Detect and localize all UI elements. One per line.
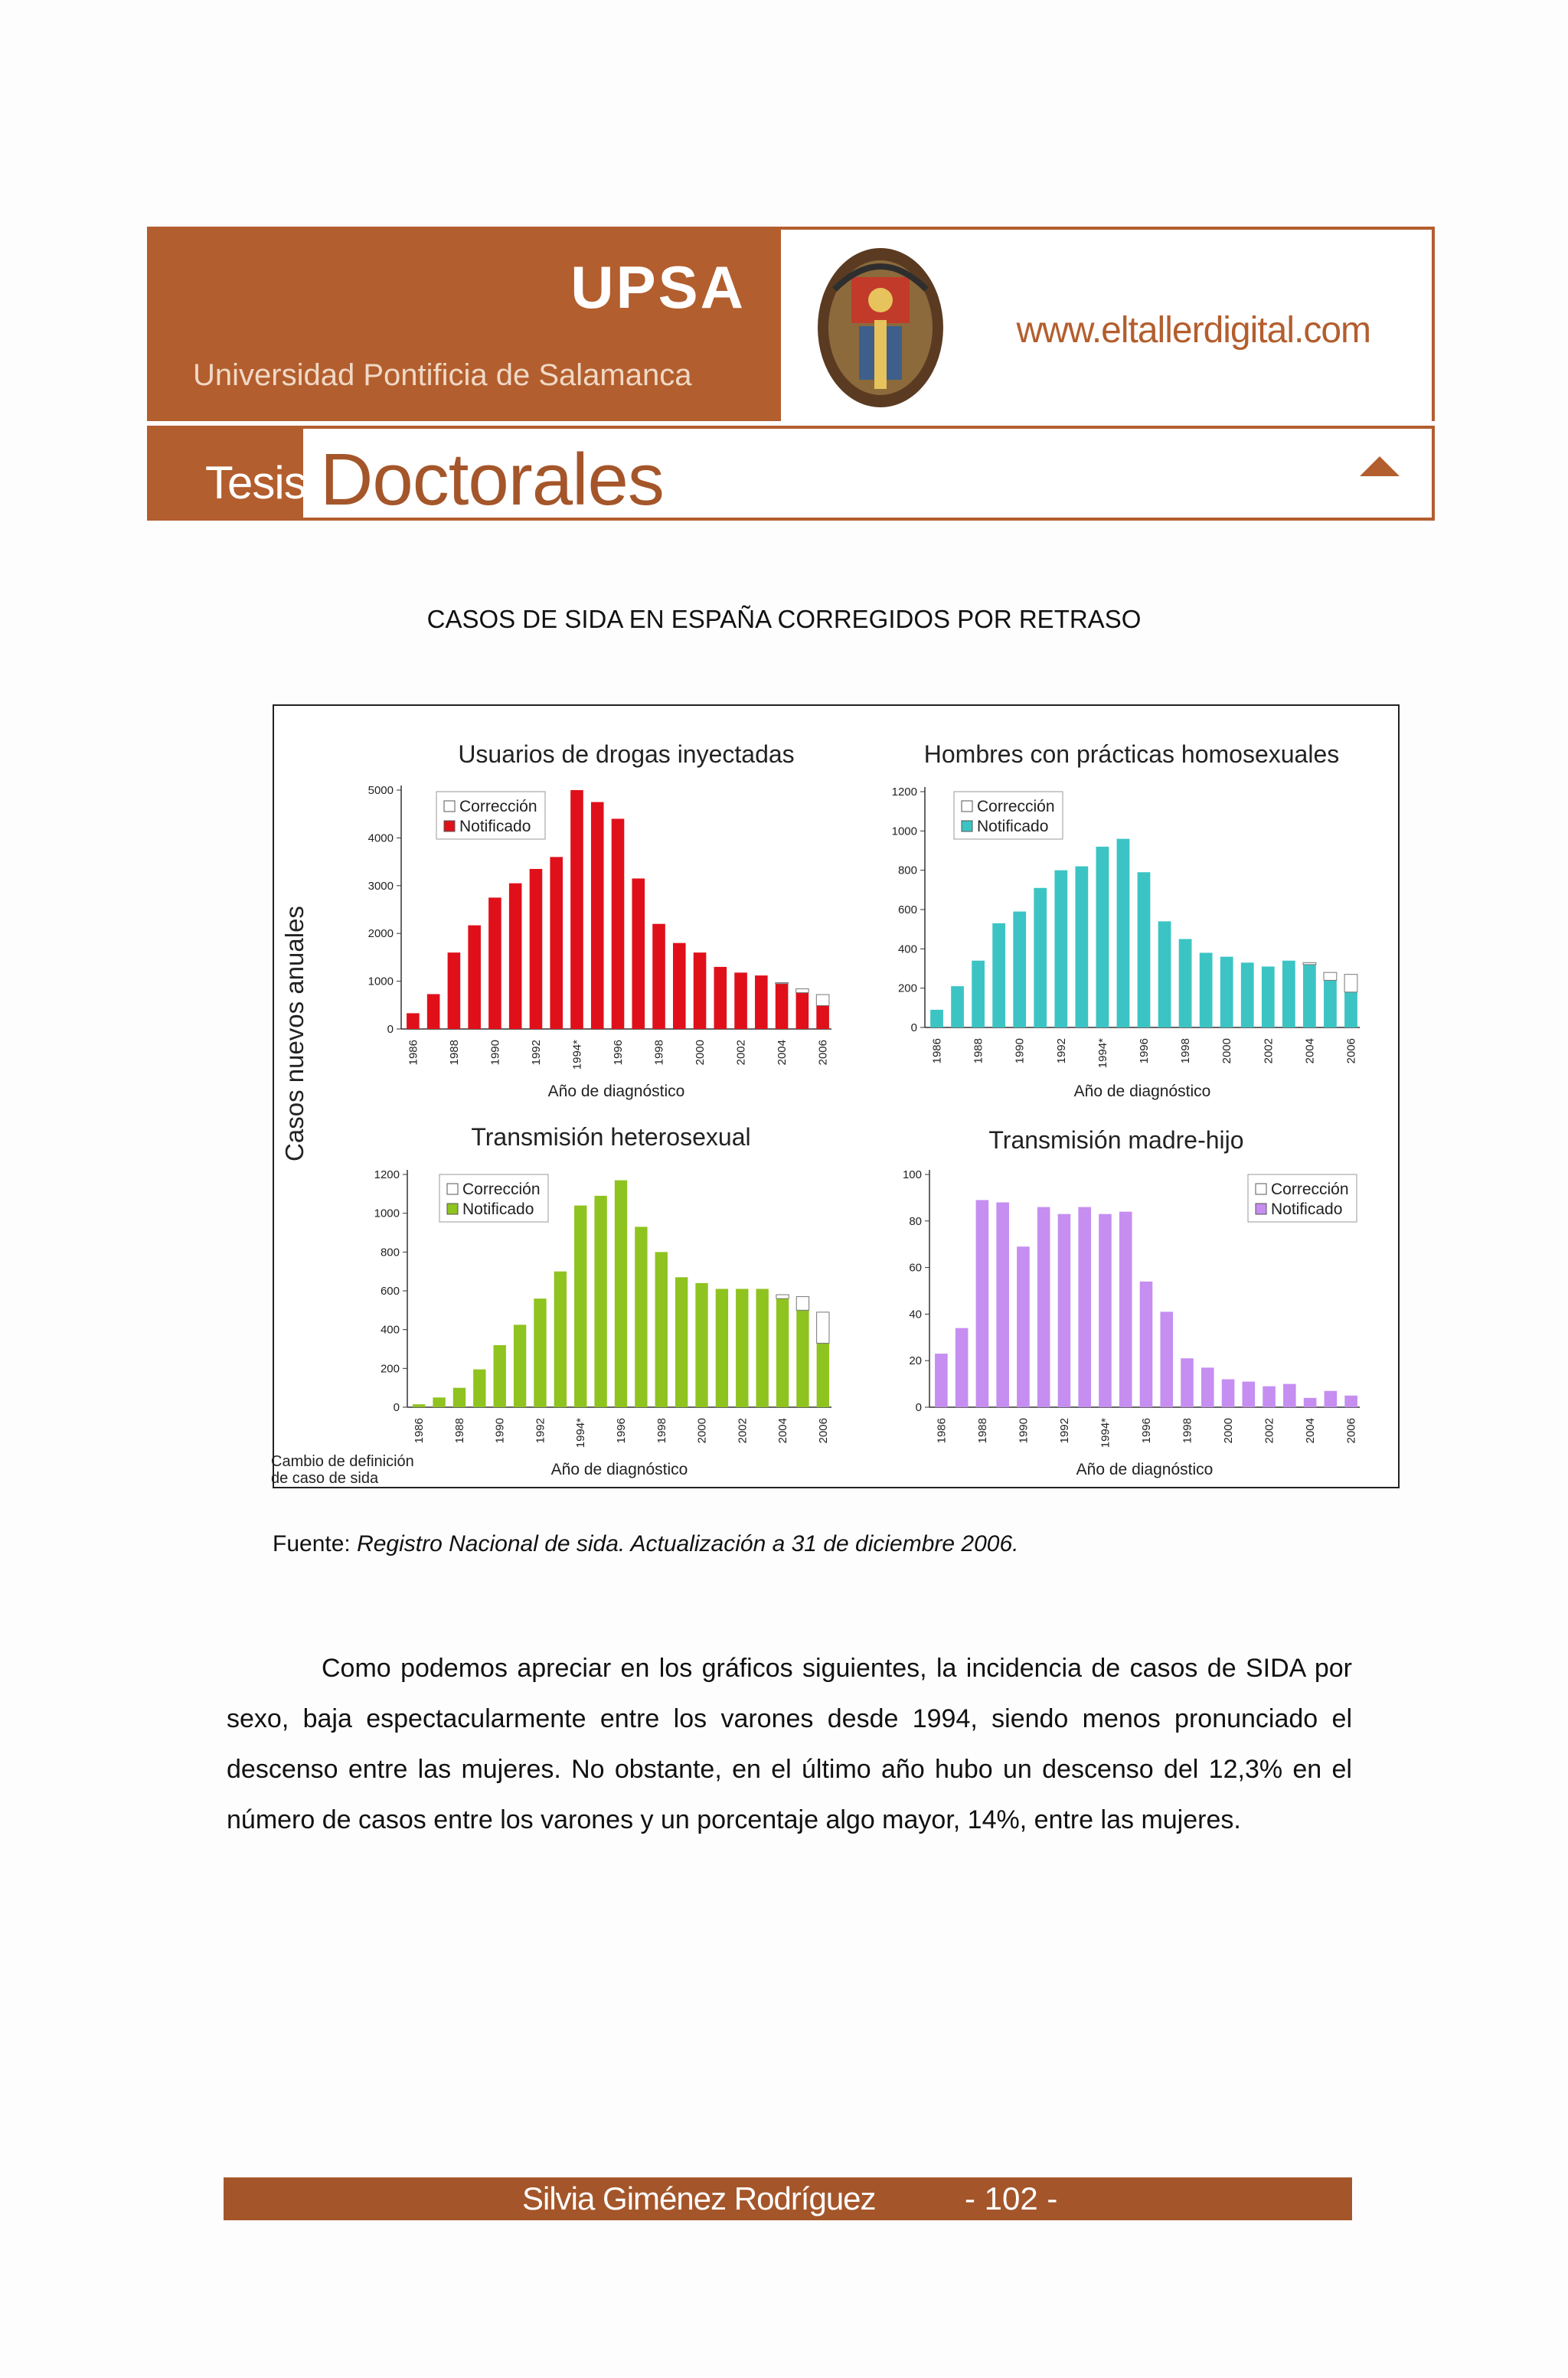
bar-correccion — [796, 1297, 808, 1311]
x-tick-label: 2006 — [1344, 1038, 1358, 1064]
x-tick-label: 1996 — [1140, 1418, 1153, 1444]
bar-correccion — [776, 982, 789, 983]
bar-notificado — [407, 1013, 420, 1029]
legend-swatch-notificado — [447, 1204, 458, 1214]
legend-swatch-correccion — [444, 801, 455, 812]
y-tick-label: 1000 — [374, 1207, 400, 1220]
bar-correccion — [776, 1295, 789, 1298]
bar-notificado — [473, 1370, 485, 1407]
bar-notificado — [1158, 921, 1171, 1027]
x-tick-label: 2002 — [734, 1040, 748, 1066]
y-tick-label: 600 — [897, 903, 917, 916]
legend-label-notificado: Notificado — [977, 818, 1049, 835]
bar-notificado — [1140, 1282, 1153, 1407]
bar-notificado — [992, 923, 1005, 1027]
bar-correccion — [1344, 975, 1357, 992]
chart-title: Usuarios de drogas inyectadas — [458, 740, 795, 768]
x-tick-label: 1988 — [972, 1038, 985, 1064]
legend-label-correccion: Corrección — [459, 798, 537, 815]
bar-notificado — [1017, 1246, 1030, 1407]
x-tick-label: 1986 — [413, 1418, 426, 1444]
bar-notificado — [1117, 839, 1130, 1027]
bar-notificado — [1283, 1384, 1296, 1407]
doctorales-label: Doctorales — [320, 439, 664, 521]
y-tick-label: 0 — [387, 1023, 394, 1036]
tesis-label: Tesis — [205, 457, 306, 508]
bar-notificado — [716, 1289, 728, 1407]
chart-title: Transmisión madre-hijo — [988, 1126, 1244, 1154]
y-tick-label: 1000 — [368, 975, 394, 988]
legend-swatch-notificado — [444, 821, 455, 831]
figure-source — [273, 1531, 1018, 1557]
chart-legend — [436, 792, 545, 839]
x-tick-label: 2006 — [1344, 1418, 1358, 1444]
x-tick-label: 2004 — [1304, 1418, 1318, 1444]
x-tick-label: 1988 — [975, 1418, 989, 1444]
bar-notificado — [652, 924, 665, 1029]
bar-notificado — [1119, 1212, 1132, 1407]
legend-swatch-correccion — [447, 1184, 458, 1194]
x-tick-label: 1994* — [1096, 1038, 1109, 1069]
bar-correccion — [817, 1312, 829, 1344]
bar-notificado — [1344, 1396, 1357, 1407]
x-tick-label: 2000 — [1220, 1038, 1234, 1064]
x-tick-label: 2006 — [816, 1418, 830, 1444]
banner-title-bar — [147, 426, 1435, 521]
bar-notificado — [734, 972, 747, 1029]
source-text: Registro Nacional de sida. Actualización a 31 de diciembre 2006. — [357, 1531, 1019, 1556]
bar-correccion — [1303, 962, 1316, 965]
x-tick-label: 1986 — [935, 1418, 949, 1444]
x-tick-label: 2004 — [1303, 1038, 1317, 1064]
bar-notificado — [714, 967, 727, 1029]
bar-notificado — [736, 1289, 748, 1407]
bar-notificado — [1222, 1380, 1235, 1407]
y-tick-label: 100 — [902, 1168, 922, 1181]
bar-notificado — [550, 857, 563, 1029]
y-tick-label: 5000 — [368, 784, 394, 797]
legend-label-correccion: Corrección — [462, 1181, 541, 1198]
bar-notificado — [996, 1202, 1009, 1407]
bar-notificado — [612, 818, 625, 1029]
y-tick-label: 80 — [909, 1214, 922, 1228]
bar-notificado — [976, 1200, 989, 1407]
bar-notificado — [1013, 912, 1026, 1027]
x-tick-label: 1998 — [1179, 1038, 1193, 1064]
x-tick-label: 1986 — [930, 1038, 944, 1064]
y-tick-label: 4000 — [368, 831, 394, 845]
chart-title: Hombres con prácticas homosexuales — [923, 740, 1340, 768]
y-tick-label: 800 — [380, 1246, 400, 1259]
triangle-up-icon[interactable] — [1360, 456, 1400, 476]
x-tick-label: 1998 — [652, 1040, 666, 1066]
bar-notificado — [755, 975, 768, 1029]
bar-notificado — [694, 952, 707, 1029]
legend-swatch-notificado — [962, 821, 972, 831]
bar-notificado — [1200, 952, 1213, 1027]
charts-svg — [274, 706, 1398, 1487]
x-tick-label: 1992 — [1054, 1038, 1068, 1064]
header-banner — [147, 227, 1435, 521]
chart-legend — [439, 1174, 548, 1222]
bar-notificado — [594, 1196, 606, 1407]
x-axis-label: Año de diagnóstico — [550, 1461, 688, 1478]
bar-notificado — [1282, 961, 1295, 1027]
bar-notificado — [433, 1397, 445, 1407]
y-axis-common-label: Casos nuevos anuales — [280, 906, 309, 1161]
x-axis-label: Año de diagnóstico — [547, 1083, 685, 1100]
bar-notificado — [655, 1252, 668, 1407]
bar-notificado — [817, 1343, 829, 1407]
x-tick-label: 1986 — [407, 1040, 420, 1066]
bar-notificado — [1034, 888, 1047, 1027]
y-tick-label: 400 — [897, 942, 917, 956]
x-tick-label: 1990 — [1017, 1418, 1031, 1444]
bar-notificado — [776, 984, 789, 1029]
x-tick-label: 1996 — [1138, 1038, 1151, 1064]
legend-label-notificado: Notificado — [462, 1200, 534, 1218]
x-tick-label: 1994* — [1099, 1418, 1112, 1449]
bar-notificado — [1243, 1382, 1256, 1407]
bar-notificado — [574, 1206, 586, 1407]
bar-notificado — [570, 790, 583, 1029]
y-tick-label: 200 — [380, 1362, 400, 1376]
legend-label-correccion: Corrección — [1271, 1181, 1349, 1198]
university-crest-icon — [812, 243, 949, 412]
bar-notificado — [1096, 847, 1109, 1027]
chart-legend — [1248, 1174, 1357, 1222]
legend-label-correccion: Corrección — [977, 798, 1055, 815]
bar-notificado — [1344, 992, 1357, 1027]
bar-notificado — [494, 1345, 506, 1407]
bar-notificado — [796, 993, 809, 1029]
x-tick-label: 2000 — [695, 1418, 709, 1444]
banner-brand-panel — [147, 227, 781, 421]
y-tick-label: 0 — [393, 1401, 400, 1414]
y-tick-label: 60 — [909, 1261, 922, 1275]
x-tick-label: 1988 — [447, 1040, 461, 1066]
bar-notificado — [1303, 965, 1316, 1027]
bar-notificado — [530, 869, 543, 1029]
bar-notificado — [635, 1227, 647, 1407]
chart-2 — [892, 740, 1360, 1100]
legend-label-notificado: Notificado — [459, 818, 531, 835]
y-tick-label: 800 — [897, 864, 917, 877]
page-number: - 102 - — [965, 2180, 1058, 2216]
bar-notificado — [1099, 1214, 1112, 1407]
bar-notificado — [1181, 1358, 1194, 1407]
bar-notificado — [796, 1310, 808, 1407]
x-axis-label: Año de diagnóstico — [1073, 1083, 1211, 1100]
bar-notificado — [1037, 1207, 1050, 1407]
bar-notificado — [756, 1289, 768, 1407]
bar-notificado — [1160, 1311, 1173, 1407]
footer-author: Silvia Giménez Rodríguez — [522, 2180, 876, 2216]
figure-panel — [273, 704, 1400, 1488]
y-tick-label: 1200 — [891, 786, 917, 799]
bar-correccion — [796, 989, 809, 993]
figure-title: CASOS DE SIDA EN ESPAÑA CORREGIDOS POR RETRASO — [426, 605, 1142, 633]
x-tick-label: 1992 — [534, 1418, 547, 1444]
bar-notificado — [1220, 957, 1233, 1027]
bar-notificado — [1304, 1398, 1317, 1407]
y-tick-label: 0 — [910, 1021, 917, 1034]
x-tick-label: 2002 — [1262, 1038, 1276, 1064]
bar-notificado — [816, 1005, 829, 1029]
tesis-box — [147, 426, 306, 521]
bar-notificado — [673, 943, 686, 1029]
bar-notificado — [413, 1404, 425, 1407]
bar-notificado — [1325, 1391, 1338, 1407]
bar-notificado — [509, 884, 522, 1029]
bar-correccion — [816, 995, 829, 1005]
bar-notificado — [1201, 1367, 1214, 1407]
x-tick-label: 1992 — [1057, 1418, 1071, 1444]
bar-notificado — [1078, 1207, 1091, 1407]
bar-notificado — [1263, 1387, 1276, 1407]
y-tick-label: 1200 — [374, 1168, 400, 1181]
x-tick-label: 2000 — [1222, 1418, 1236, 1444]
legend-swatch-correccion — [962, 801, 972, 812]
bar-notificado — [1179, 939, 1192, 1028]
bar-correccion — [1324, 972, 1337, 980]
y-tick-label: 0 — [915, 1401, 922, 1414]
x-tick-label: 1990 — [488, 1040, 502, 1066]
bar-notificado — [632, 878, 645, 1029]
bar-notificado — [534, 1298, 546, 1407]
page-footer — [224, 2177, 1352, 2220]
chart-4 — [903, 1126, 1360, 1478]
bar-notificado — [695, 1283, 707, 1407]
x-tick-label: 2002 — [1263, 1418, 1276, 1444]
bar-notificado — [1054, 871, 1067, 1027]
x-tick-label: 2002 — [736, 1418, 750, 1444]
bar-notificado — [972, 961, 985, 1027]
bar-notificado — [448, 952, 461, 1029]
x-tick-label: 2004 — [776, 1418, 790, 1444]
y-tick-label: 600 — [380, 1285, 400, 1298]
y-tick-label: 1000 — [891, 825, 917, 838]
x-tick-label: 1992 — [529, 1040, 543, 1066]
x-tick-label: 1998 — [655, 1418, 668, 1444]
bar-notificado — [514, 1325, 526, 1407]
bar-notificado — [956, 1328, 969, 1407]
bar-notificado — [1324, 980, 1337, 1027]
chart-1 — [368, 740, 831, 1100]
x-tick-label: 1996 — [612, 1040, 625, 1066]
x-tick-label: 1988 — [452, 1418, 466, 1444]
bar-notificado — [935, 1354, 948, 1407]
university-name: Universidad Pontificia de Salamanca — [193, 358, 692, 392]
y-tick-label: 200 — [897, 982, 917, 995]
bar-notificado — [1138, 872, 1151, 1027]
legend-swatch-notificado — [1256, 1204, 1266, 1214]
x-tick-label: 1990 — [493, 1418, 507, 1444]
definition-note: Cambio de definición de caso de sida — [271, 1453, 414, 1487]
bar-notificado — [615, 1181, 627, 1407]
bar-notificado — [554, 1272, 567, 1407]
y-tick-label: 40 — [909, 1308, 922, 1321]
banner-web-panel — [781, 227, 1435, 421]
bar-notificado — [1262, 966, 1275, 1027]
university-abbreviation: UPSA — [570, 253, 746, 321]
x-tick-label: 2000 — [694, 1040, 707, 1066]
chart-title: Transmisión heterosexual — [471, 1123, 751, 1151]
chart-3 — [374, 1123, 831, 1478]
bar-notificado — [1058, 1214, 1071, 1407]
bar-notificado — [468, 926, 481, 1029]
bar-notificado — [488, 897, 501, 1029]
x-tick-label: 1996 — [615, 1418, 628, 1444]
source-label: Fuente: — [273, 1531, 351, 1556]
x-tick-label: 1990 — [1013, 1038, 1027, 1064]
bar-notificado — [591, 802, 604, 1029]
chart-legend — [954, 792, 1063, 839]
website-link[interactable]: www.eltallerdigital.com — [1016, 310, 1370, 351]
bar-notificado — [951, 986, 964, 1027]
x-tick-label: 1994* — [574, 1418, 588, 1449]
y-tick-label: 400 — [380, 1323, 400, 1337]
y-tick-label: 2000 — [368, 927, 394, 941]
x-tick-label: 2004 — [776, 1040, 789, 1066]
bar-notificado — [1075, 867, 1088, 1027]
x-tick-label: 1994* — [570, 1040, 584, 1070]
bar-notificado — [1241, 962, 1254, 1027]
bar-notificado — [453, 1388, 466, 1407]
x-tick-label: 1998 — [1181, 1418, 1194, 1444]
bar-notificado — [776, 1298, 789, 1407]
x-axis-label: Año de diagnóstico — [1076, 1461, 1214, 1478]
body-paragraph: Como podemos apreciar en los gráficos siguientes, la incidencia de casos de SIDA por sexo, baja espectacularmente entre los varones desde 1994, siendo menos pronunciado el descenso entre las mujeres. No obstante, en el último año hubo un descenso del 12,3% en el número de casos entre los varones y un porcentaje algo mayor, 14%, entre las mujeres. — [227, 1654, 1352, 1834]
bar-notificado — [930, 1010, 943, 1027]
y-tick-label: 3000 — [368, 879, 394, 893]
y-tick-label: 20 — [909, 1354, 922, 1368]
bar-notificado — [675, 1277, 688, 1407]
x-tick-label: 2006 — [816, 1040, 830, 1066]
legend-label-notificado: Notificado — [1271, 1200, 1343, 1218]
legend-swatch-correccion — [1256, 1184, 1266, 1194]
bar-notificado — [427, 994, 440, 1029]
